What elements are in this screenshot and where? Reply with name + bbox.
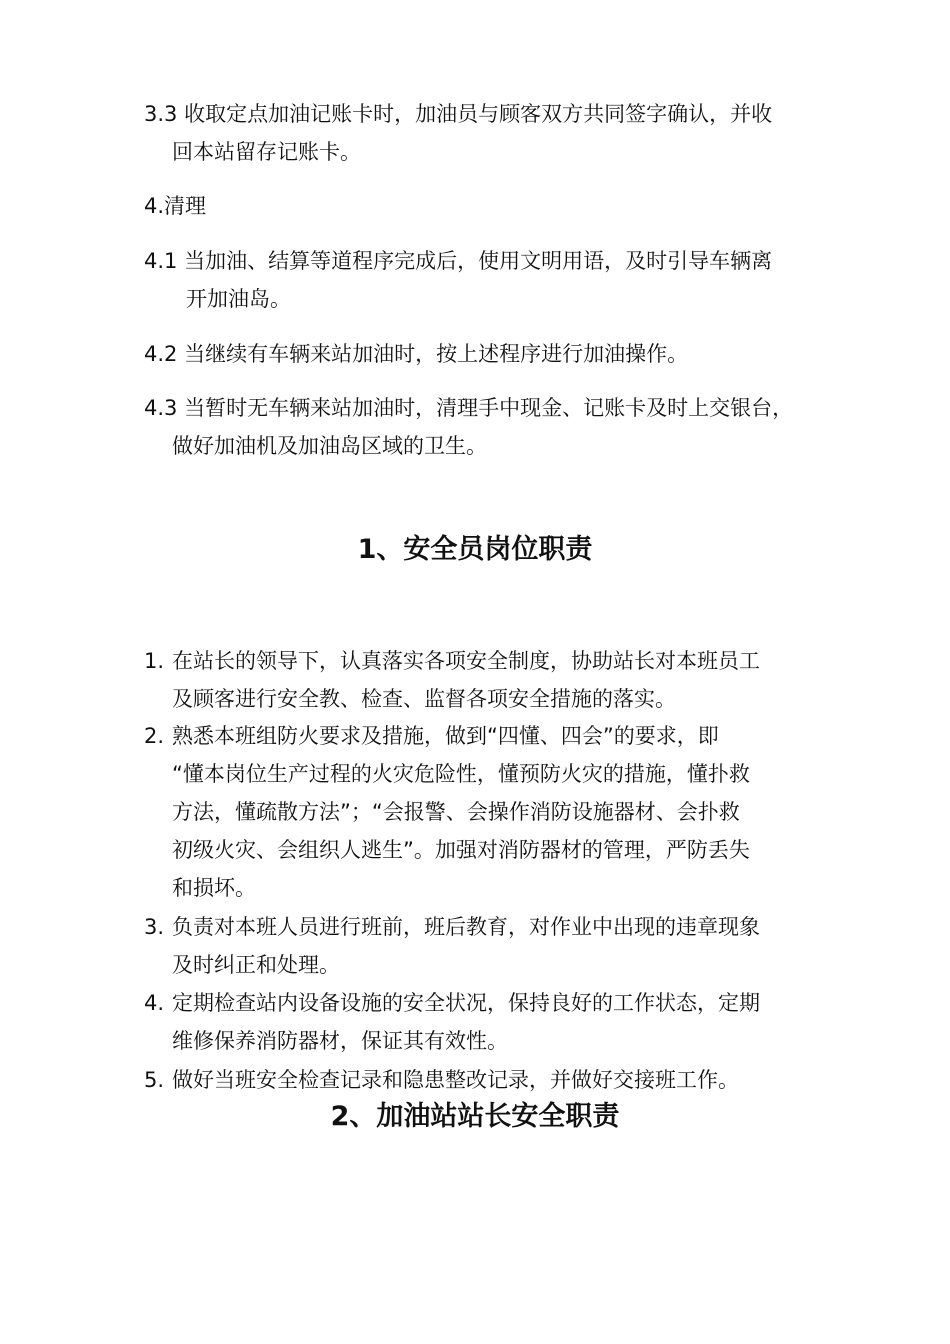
list-item-line: 在站长的领导下，认真落实各项安全制度，协助站长对本班员工 (172, 649, 760, 673)
list-item-number: 5. (144, 1068, 165, 1092)
item-4-1-line-2: 开加油岛。 (186, 287, 291, 311)
section-4-heading: 4.清理 (144, 194, 207, 218)
item-4-2-line-1: 4.2 当继续有车辆来站加油时，按上述程序进行加油操作。 (144, 342, 689, 366)
list-item-line: 维修保养消防器材，保证其有效性。 (172, 1029, 508, 1053)
item-4-1-line-1: 4.1 当加油、结算等道程序完成后，使用文明用语，及时引导车辆离 (144, 249, 773, 273)
list-item-line: 定期检查站内设备设施的安全状况，保持良好的工作状态，定期 (172, 991, 760, 1015)
item-3-3-line-1: 3.3 收取定点加油记账卡时，加油员与顾客双方共同签字确认，并收 (144, 102, 773, 126)
safety-officer-title: 1、安全员岗位职责 (357, 534, 593, 565)
item-4-3-line-1: 4.3 当暂时无车辆来站加油时，清理手中现金、记账卡及时上交银台， (144, 396, 794, 420)
list-item-number: 1. (144, 649, 165, 673)
list-item-line: 熟悉本班组防火要求及措施，做到“四懂、四会”的要求，即 (172, 724, 719, 748)
item-3-3-line-2: 回本站留存记账卡。 (172, 140, 361, 164)
list-item-line: 和损坏。 (172, 876, 256, 900)
list-item-number: 4. (144, 991, 165, 1015)
list-item-line: 初级火灾、会组织人逃生”。加强对消防器材的管理，严防丢失 (172, 838, 750, 862)
item-4-3-line-2: 做好加油机及加油岛区域的卫生。 (172, 434, 487, 458)
list-item-line: 方法，懂疏散方法”；“会报警、会操作消防设施器材、会扑救 (172, 800, 740, 824)
list-item-number: 2. (144, 724, 165, 748)
list-item-line: 做好当班安全检查记录和隐患整改记录，并做好交接班工作。 (172, 1068, 739, 1092)
list-item-line: 及顾客进行安全教、检查、监督各项安全措施的落实。 (172, 687, 676, 711)
list-item-line: 负责对本班人员进行班前，班后教育，对作业中出现的违章现象 (172, 915, 760, 939)
station-manager-title: 2、加油站站长安全职责 (330, 1101, 620, 1132)
list-item-number: 3. (144, 915, 165, 939)
list-item-line: 及时纠正和处理。 (172, 953, 340, 977)
list-item-line: “懂本岗位生产过程的火灾危险性，懂预防火灾的措施，懂扑救 (172, 762, 750, 786)
